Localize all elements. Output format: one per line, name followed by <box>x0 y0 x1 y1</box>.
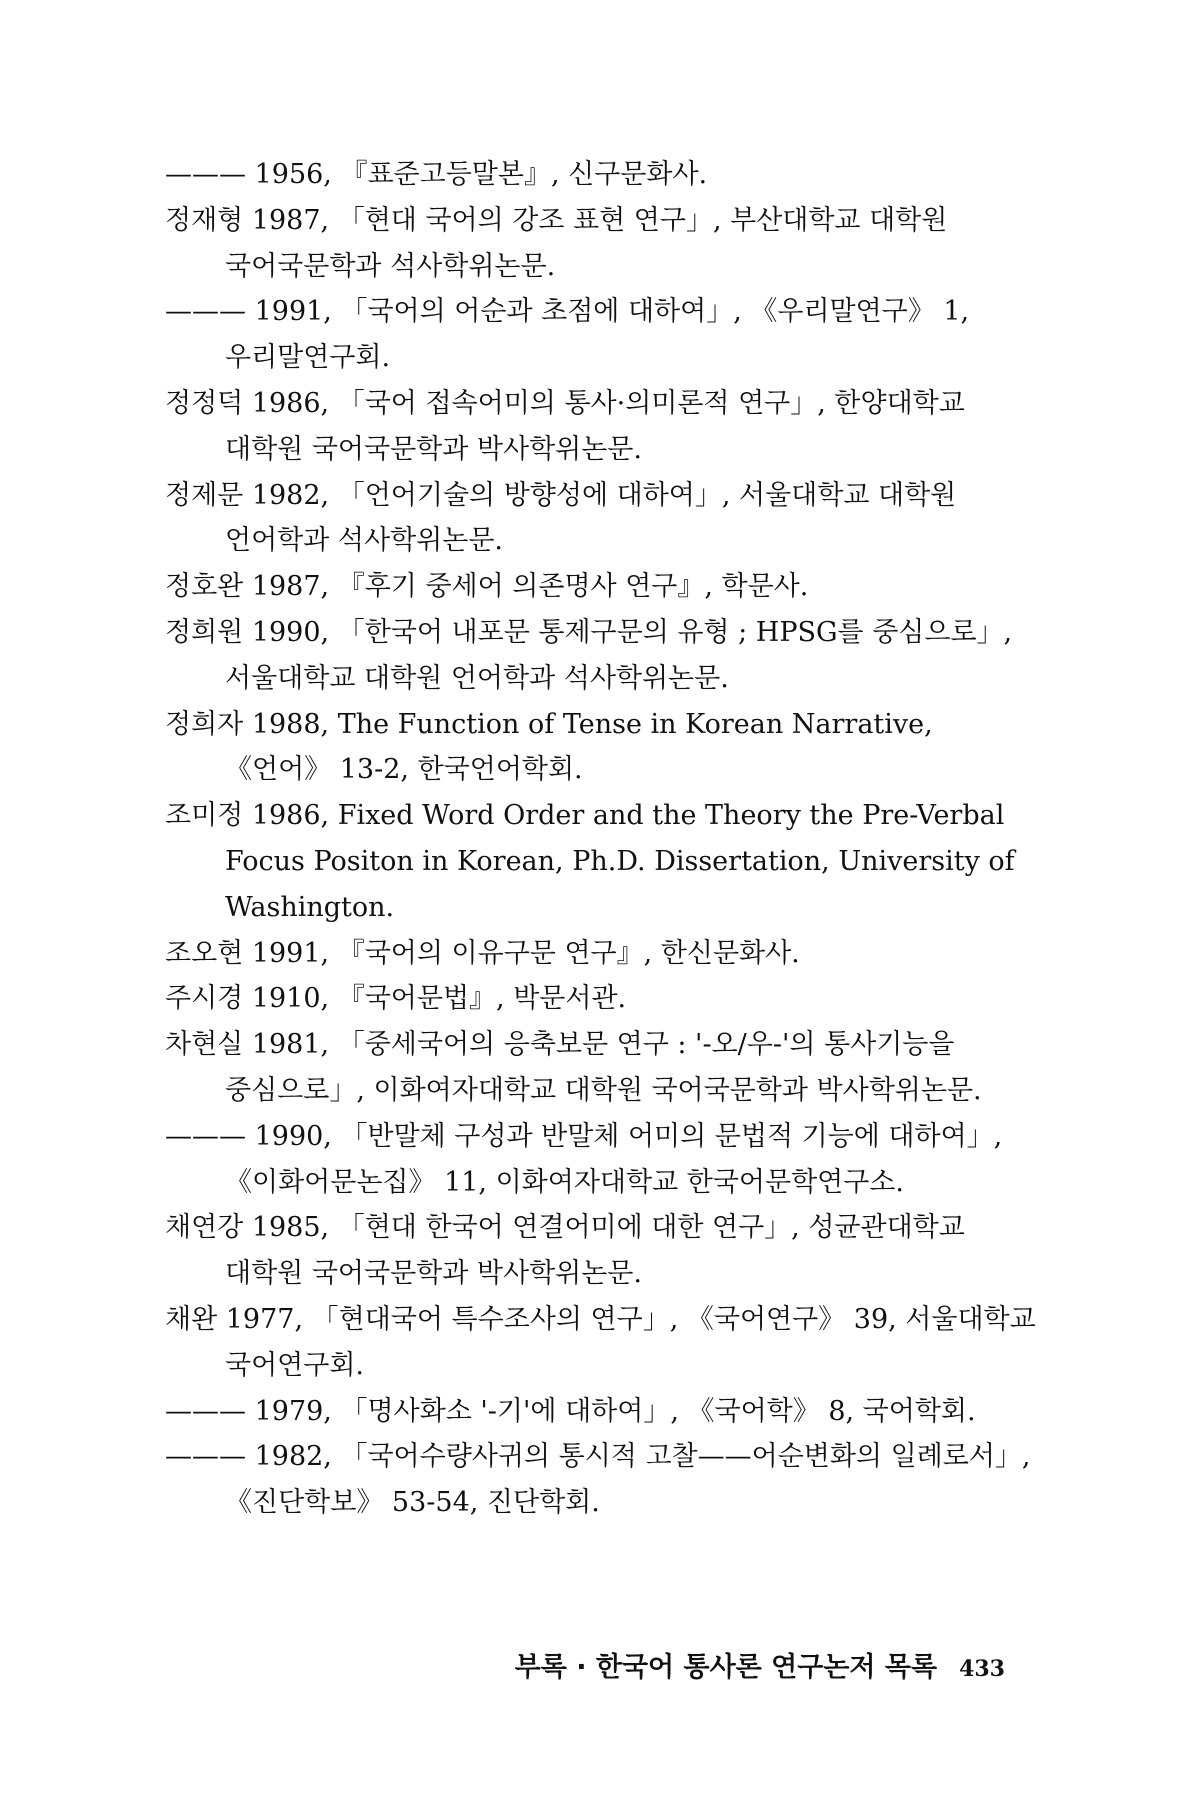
running-title: 부록 · 한국어 통사론 연구논저 목록 <box>514 1652 938 1683</box>
bibliography-entry: 정재형 1987, 「현대 국어의 강조 표현 연구」, 부산대학교 대학원 국어국문학과 석사학위논문. <box>165 204 948 282</box>
bibliography-entry: 채연강 1985, 「현대 한국어 연결어미에 대한 연구」, 성균관대학교 대학원 국어국문학과 박사학위논문. <box>165 1212 965 1290</box>
bibliography-entry: ——— 1990, 「반말체 구성과 반말체 어미의 문법적 기능에 대하여」, 《이화어문논집》 11, 이화여자대학교 한국어문학연구소. <box>165 1120 1003 1198</box>
bibliography-entry: 정정덕 1986, 「국어 접속어미의 통사·의미론적 연구」, 한양대학교 대학원 국어국문학과 박사학위논문. <box>165 387 965 465</box>
bibliography-entry: ——— 1979, 「명사화소 '-기'에 대하여」, 《국어학》 8, 국어학회. <box>165 1395 976 1427</box>
bibliography-entry: 차현실 1981, 「중세국어의 응축보문 연구 : '-오/우-'의 통사기능을 중심으로」, 이화여자대학교 대학원 국어국문학과 박사학위논문. <box>165 1029 982 1106</box>
bibliography-entry: ——— 1956, 『표준고등말본』, 신구문화사. <box>165 159 708 190</box>
bibliography-entry: 정제문 1982, 「언어기술의 방향성에 대하여」, 서울대학교 대학원 언어학과 석사학위논문. <box>165 479 957 557</box>
bibliography-entry: 조미정 1986, Fixed Word Order and the Theory the Pre-Verbal Focus Positon in Korean, Ph.D. Dissertation, University of Washington. <box>165 800 1015 923</box>
page-footer <box>0 1645 1005 1684</box>
bibliography-entry: 채완 1977, 「현대국어 특수조사의 연구」, 《국어연구》 39, 서울대학교 국어연구회. <box>165 1303 1036 1381</box>
bibliography-entry: 정희자 1988, The Function of Tense in Korean Narrative, 《언어》 13-2, 한국언어학회. <box>165 708 933 786</box>
bibliography-entry: 주시경 1910, 『국어문법』, 박문서관. <box>165 983 627 1015</box>
bibliography-entry: 정호완 1987, 『후기 중세어 의존명사 연구』, 학문사. <box>165 571 809 603</box>
bibliography-list <box>165 152 1045 1526</box>
bibliography-entry: ——— 1991, 「국어의 어순과 초점에 대하여」, 《우리말연구》 1, 우리말연구회. <box>165 296 970 374</box>
page-number: 433 <box>959 1656 1005 1682</box>
bibliography-entry: 정희원 1990, 「한국어 내포문 통제구문의 유형 ; HPSG를 중심으로」, 서울대학교 대학원 언어학과 석사학위논문. <box>165 616 1013 694</box>
bibliography-entry: 조오현 1991, 『국어의 이유구문 연구』, 한신문화사. <box>165 937 800 969</box>
bibliography-entry: ——— 1982, 「국어수량사귀의 통시적 고찰——어순변화의 일례로서」, 《진단학보》 53-54, 진단학회. <box>165 1441 1031 1519</box>
